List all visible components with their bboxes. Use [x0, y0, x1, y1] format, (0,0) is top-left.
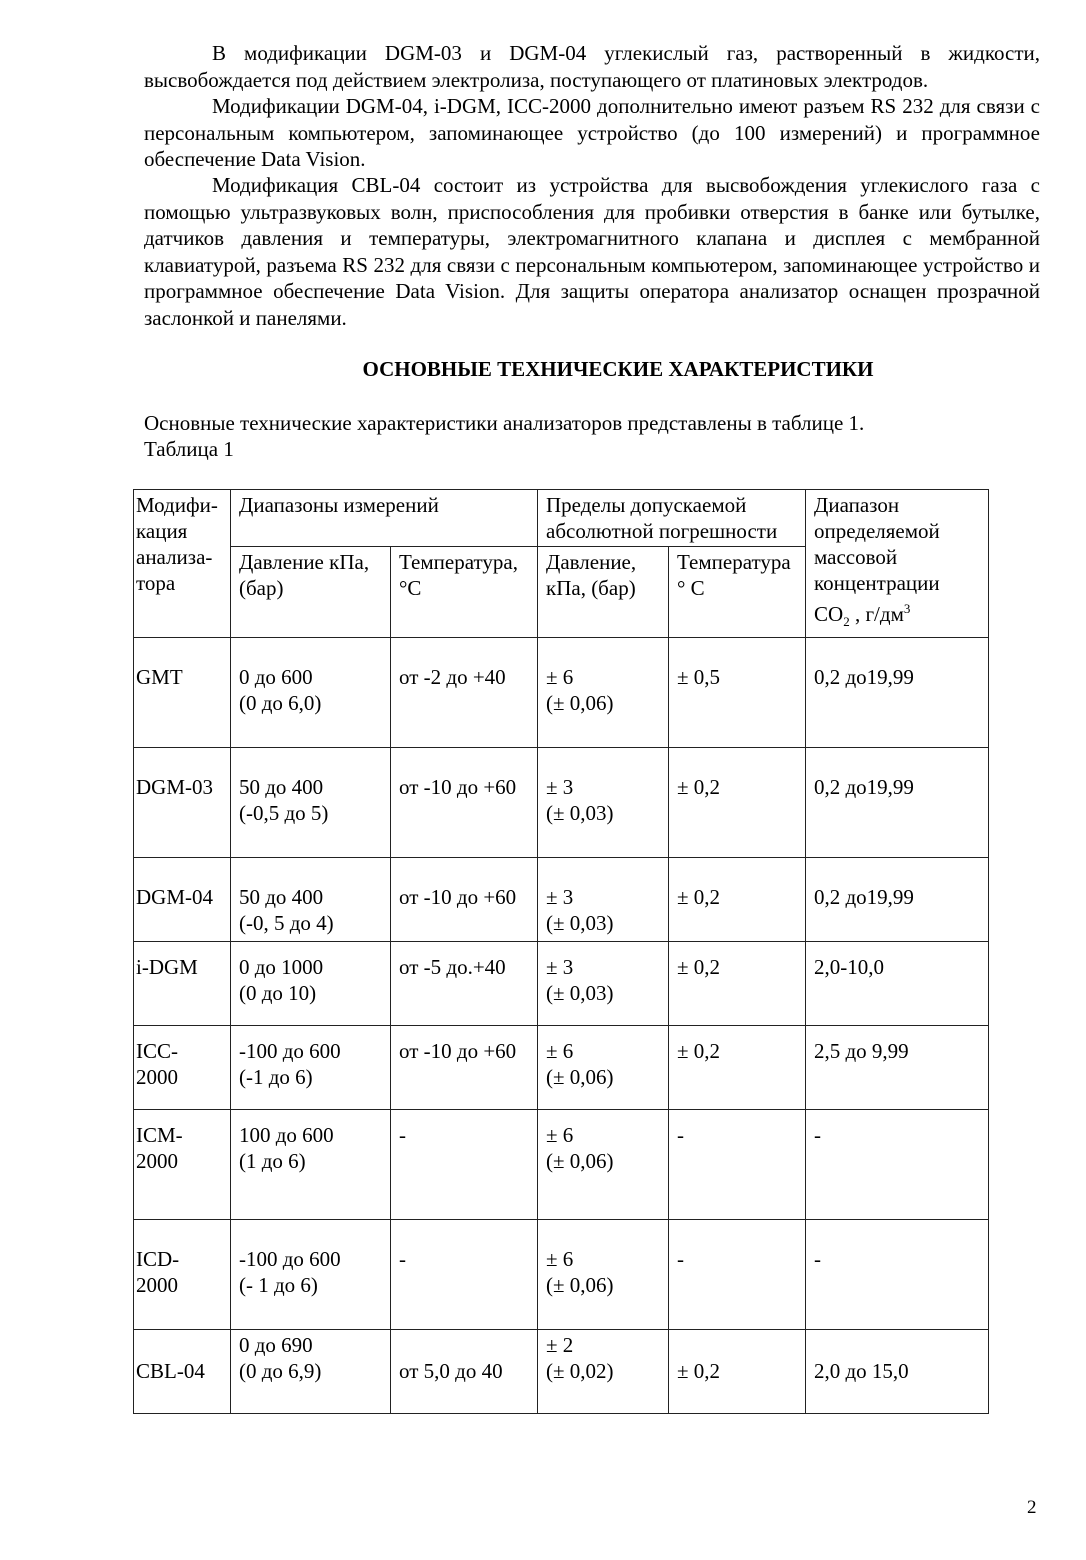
table-intro — [144, 410, 864, 462]
table-row — [134, 748, 989, 858]
cell-concentration: 2,0 до 15,0 — [806, 1330, 989, 1414]
pressure-error-bar: (± 0,03) — [546, 911, 614, 936]
header-pressure: Давление кПа, (бар) — [231, 547, 391, 638]
cell-pressure-error — [538, 748, 669, 858]
table-row — [134, 1220, 989, 1330]
pressure-bar: (- 1 до 6) — [239, 1273, 318, 1298]
table-row — [134, 1110, 989, 1220]
pressure-kpa: 0 до 690 — [239, 1333, 313, 1358]
pressure-kpa: 0 до 1000 — [239, 955, 324, 980]
page-number: 2 — [1027, 1497, 1037, 1518]
cell-temperature: от -10 до +60 — [391, 748, 538, 858]
cell-temperature: - — [391, 1220, 538, 1330]
pressure-error-kpa: ± 6 — [546, 1123, 574, 1148]
cell-pressure-error — [538, 1026, 669, 1110]
pressure-kpa: 50 до 400 — [239, 775, 324, 800]
pressure-error-kpa: ± 6 — [546, 1247, 574, 1272]
pressure-kpa: -100 до 600 — [239, 1247, 341, 1272]
pressure-error-kpa: ± 3 — [546, 775, 574, 800]
cell-model: DGM-04 — [134, 858, 231, 942]
pressure-bar: (-0,5 до 5) — [239, 801, 329, 826]
table-row — [134, 942, 989, 1026]
cell-temperature-error: ± 0,5 — [669, 638, 806, 748]
header-temperature-unit: °C — [399, 576, 422, 600]
pressure-error-bar: (± 0,06) — [546, 1149, 614, 1174]
cell-model: ICC- 2000 — [134, 1026, 231, 1110]
table-caption: Таблица 1 — [144, 437, 234, 461]
header-pressure-error: Давление, кПа, (бар) — [538, 547, 669, 638]
unit-label: , г/дм — [849, 602, 904, 626]
cell-concentration: 2,0-10,0 — [806, 942, 989, 1026]
cell-temperature-error: ± 0,2 — [669, 942, 806, 1026]
pressure-kpa: 0 до 600 — [239, 665, 313, 690]
table-row — [134, 1026, 989, 1110]
paragraph-rs232-modifications — [144, 93, 1040, 173]
cell-temperature: от -10 до +60 — [391, 858, 538, 942]
cell-pressure — [231, 748, 391, 858]
cell-temperature-error: - — [669, 1220, 806, 1330]
cell-pressure-error — [538, 638, 669, 748]
unit-superscript: 3 — [903, 601, 911, 616]
cell-concentration: 0,2 до19,99 — [806, 638, 989, 748]
cell-concentration: - — [806, 1110, 989, 1220]
cell-model: CBL-04 — [134, 1330, 231, 1414]
paragraph-text: Модификация CBL-04 состоит из устройства для высвобождения углекислого газа с помощью ультразвуковых волн, приспособления для пробивки отверстия в банке или бутылке, датчиков давления и температуры, электромагнитного клапана и дисплея с мембранной клавиатурой, разъема RS 232 для связи с персональным компьютером, запоминающее устройство и программное обеспечение Data Vision. Для защиты оператора анализатор оснащен прозрачной заслонкой и панелями. — [144, 173, 1040, 330]
co2-subscript: 2 — [843, 614, 850, 630]
cell-pressure — [231, 1220, 391, 1330]
cell-pressure — [231, 638, 391, 748]
pressure-bar: (0 до 6,0) — [239, 691, 322, 716]
section-heading: ОСНОВНЫЕ ТЕХНИЧЕСКИЕ ХАРАКТЕРИСТИКИ — [362, 357, 874, 381]
pressure-error-bar: (± 0,02) — [546, 1359, 614, 1384]
co2-label: CO — [814, 602, 844, 626]
cell-pressure-error — [538, 1220, 669, 1330]
pressure-error-kpa: ± 3 — [546, 955, 574, 980]
cell-model: DGM-03 — [134, 748, 231, 858]
cell-model: GMT — [134, 638, 231, 748]
cell-temperature-error: ± 0,2 — [669, 748, 806, 858]
cell-model: ICD- 2000 — [134, 1220, 231, 1330]
pressure-kpa: 100 до 600 — [239, 1123, 334, 1148]
cell-concentration: 0,2 до19,99 — [806, 858, 989, 942]
header-ranges: Диапазоны измерений — [231, 490, 538, 547]
pressure-kpa: -100 до 600 — [239, 1039, 341, 1064]
cell-pressure-error — [538, 1110, 669, 1220]
pressure-bar: (0 до 10) — [239, 981, 317, 1006]
header-concentration-text: Диапазон определяемой массовой концентрации — [814, 493, 940, 595]
cell-temperature: от 5,0 до 40 — [391, 1330, 538, 1414]
header-model: Модифи- кация анализа- тора — [134, 490, 231, 638]
cell-concentration: 2,5 до 9,99 — [806, 1026, 989, 1110]
paragraph-dgm-electrolysis — [144, 40, 1040, 93]
cell-model: i-DGM — [134, 942, 231, 1026]
cell-temperature-error: ± 0,2 — [669, 1330, 806, 1414]
pressure-error-bar: (± 0,03) — [546, 801, 614, 826]
cell-pressure-error — [538, 858, 669, 942]
pressure-error-bar: (± 0,06) — [546, 1273, 614, 1298]
table-header-row-1 — [134, 490, 989, 547]
header-errors: Пределы допускаемой абсолютной погрешности — [538, 490, 806, 547]
pressure-kpa: 50 до 400 — [239, 885, 324, 910]
intro-text: Основные технические характеристики анализаторов представлены в таблице 1. — [144, 411, 865, 435]
pressure-error-bar: (± 0,03) — [546, 981, 614, 1006]
pressure-error-kpa: ± 6 — [546, 665, 574, 690]
cell-temperature: от -10 до +60 — [391, 1026, 538, 1110]
header-temperature-error-text: Температура — [677, 550, 791, 574]
paragraph-cbl04 — [144, 172, 1040, 331]
pressure-error-bar: (± 0,06) — [546, 1065, 614, 1090]
cell-temperature-error: ± 0,2 — [669, 1026, 806, 1110]
cell-concentration: - — [806, 1220, 989, 1330]
cell-pressure — [231, 1026, 391, 1110]
cell-pressure-error — [538, 1330, 669, 1414]
header-temperature — [391, 547, 538, 638]
pressure-bar: (-1 до 6) — [239, 1065, 313, 1090]
cell-pressure — [231, 858, 391, 942]
table-row — [134, 638, 989, 748]
header-temperature-error — [669, 547, 806, 638]
cell-pressure — [231, 1330, 391, 1414]
pressure-bar: (-0, 5 до 4) — [239, 911, 334, 936]
header-temperature-text: Температура, — [399, 550, 518, 574]
specifications-table — [133, 489, 989, 1414]
cell-temperature-error: - — [669, 1110, 806, 1220]
header-temperature-error-unit: ° C — [677, 576, 705, 600]
cell-concentration: 0,2 до19,99 — [806, 748, 989, 858]
cell-temperature: от -2 до +40 — [391, 638, 538, 748]
paragraph-text: Модификации DGM-04, i-DGM, ICC-2000 дополнительно имеют разъем RS 232 для связи с персональным компьютером, запоминающее устройство (до 100 измерений) и программное обеспечение Data Vision. — [144, 94, 1040, 171]
paragraph-text: В модификации DGM-03 и DGM-04 углекислый газ, растворенный в жидкости, высвобождается под действием электролиза, поступающего от платиновых электродов. — [144, 41, 1040, 92]
table-row — [134, 858, 989, 942]
pressure-bar: (1 до 6) — [239, 1149, 306, 1174]
cell-pressure — [231, 1110, 391, 1220]
pressure-error-kpa: ± 2 — [546, 1333, 574, 1358]
pressure-bar: (0 до 6,9) — [239, 1359, 322, 1384]
cell-temperature-error: ± 0,2 — [669, 858, 806, 942]
pressure-error-bar: (± 0,06) — [546, 691, 614, 716]
pressure-error-kpa: ± 3 — [546, 885, 574, 910]
cell-pressure-error — [538, 942, 669, 1026]
cell-pressure — [231, 942, 391, 1026]
cell-temperature: - — [391, 1110, 538, 1220]
cell-model: ICM- 2000 — [134, 1110, 231, 1220]
cell-temperature: от -5 до.+40 — [391, 942, 538, 1026]
header-concentration — [806, 490, 989, 638]
table-row — [134, 1330, 989, 1414]
pressure-error-kpa: ± 6 — [546, 1039, 574, 1064]
